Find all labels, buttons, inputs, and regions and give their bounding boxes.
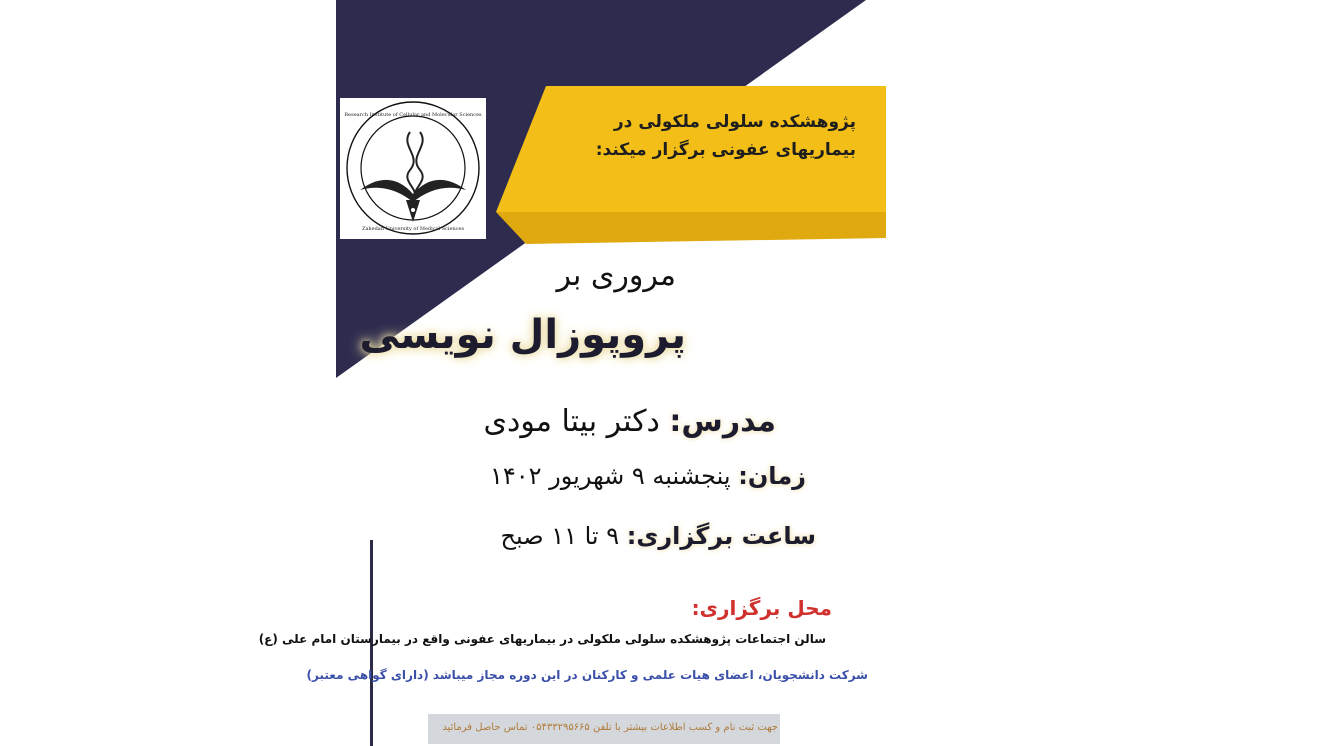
organizer-line-2: بیماریهای عفونی برگزار میکند: [595,140,856,160]
contact-footer: جهت ثبت نام و کسب اطلاعات بیشتر با تلفن ۰۵۴۳۳۲۹۵۶۶۵ تماس حاصل فرمائید [442,722,778,733]
date-row [476,462,806,490]
hours-row [500,522,816,550]
venue-text: سالن اجتماعات پژوهشکده سلولی ملکولی در بیماریهای عفونی واقع در بیمارستان امام علی (ع) [258,632,826,646]
svg-text:Zahedan University of Medical: Zahedan University of Medical Sciences [361,226,465,232]
date-label: زمان: [738,462,806,490]
venue-label: محل برگزاری: [691,596,832,620]
svg-text:Research Institute of Cellular: Research Institute of Cellular and Molecular Sciences [344,112,482,118]
date-value: پنجشنبه ۹ شهریور ۱۴۰۲ [489,462,731,490]
teacher-value: دکتر بیتا مودی [483,404,660,439]
hours-label: ساعت برگزاری: [626,522,816,550]
event-poster [258,0,886,746]
teacher-row [483,404,776,439]
teacher-label: مدرس: [669,404,776,439]
hours-value: ۹ تا ۱۱ صبح [500,522,620,550]
title-prefix: مروری بر [556,258,676,293]
yellow-banner-shadow [496,212,886,244]
participation-note: شرکت دانشجویان، اعضای هیات علمی و کارکنان در این دوره مجاز میباشد (دارای گواهی معتبر) [306,668,868,682]
event-title: پروپوزال نویسی [359,312,686,358]
organizer-line-1: پژوهشکده سلولی ملکولی در [613,112,856,132]
